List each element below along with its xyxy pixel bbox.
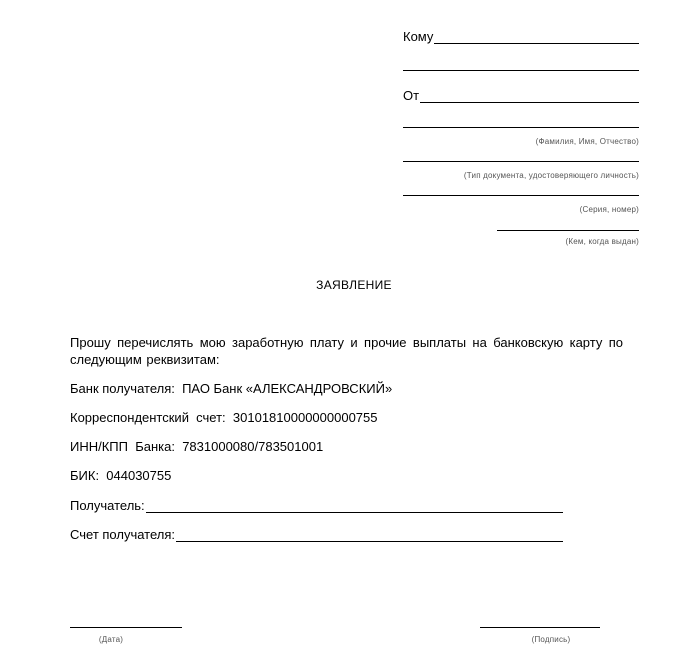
signature-caption: (Подпись): [531, 635, 571, 644]
from-line: [420, 90, 639, 103]
name-line: [403, 127, 639, 128]
recipient-line: [146, 500, 563, 513]
recipient-account-field: [70, 527, 563, 542]
from-label: От: [403, 88, 420, 103]
caption-issued: (Кем, когда выдан): [565, 237, 639, 246]
to-line-2: [403, 70, 639, 71]
caption-document: (Тип документа, удостоверяющего личность): [463, 171, 639, 180]
issued-line: [497, 230, 639, 231]
request-paragraph: Прошу перечислять мою заработную плату и прочие выплаты на банковскую карту по следующим реквизитам:: [70, 335, 623, 367]
date-caption: (Дата): [98, 635, 124, 644]
from-field: [403, 88, 639, 103]
document-line: [403, 161, 639, 162]
recipient-label: Получатель:: [70, 498, 145, 513]
date-line: [70, 627, 182, 628]
signature-line: [480, 627, 600, 628]
correspondent-account: Корреспондентский счет: 30101810000000000755: [70, 410, 378, 425]
series-line: [403, 195, 639, 196]
to-field: [403, 29, 639, 44]
recipient-field: [70, 498, 563, 513]
inn-kpp: ИНН/КПП Банка: 7831000080/783501001: [70, 439, 324, 454]
to-label: Кому: [403, 29, 434, 44]
bank-name: Банк получателя: ПАО Банк «АЛЕКСАНДРОВСКИЙ»: [70, 381, 393, 396]
to-line: [434, 31, 639, 44]
recipient-account-line: [176, 529, 563, 542]
document-title: ЗАЯВЛЕНИЕ: [316, 278, 392, 292]
caption-series: (Серия, номер): [579, 205, 639, 214]
bik: БИК: 044030755: [70, 468, 172, 483]
caption-name: (Фамилия, Имя, Отчество): [535, 137, 639, 146]
recipient-account-label: Счет получателя:: [70, 527, 176, 542]
